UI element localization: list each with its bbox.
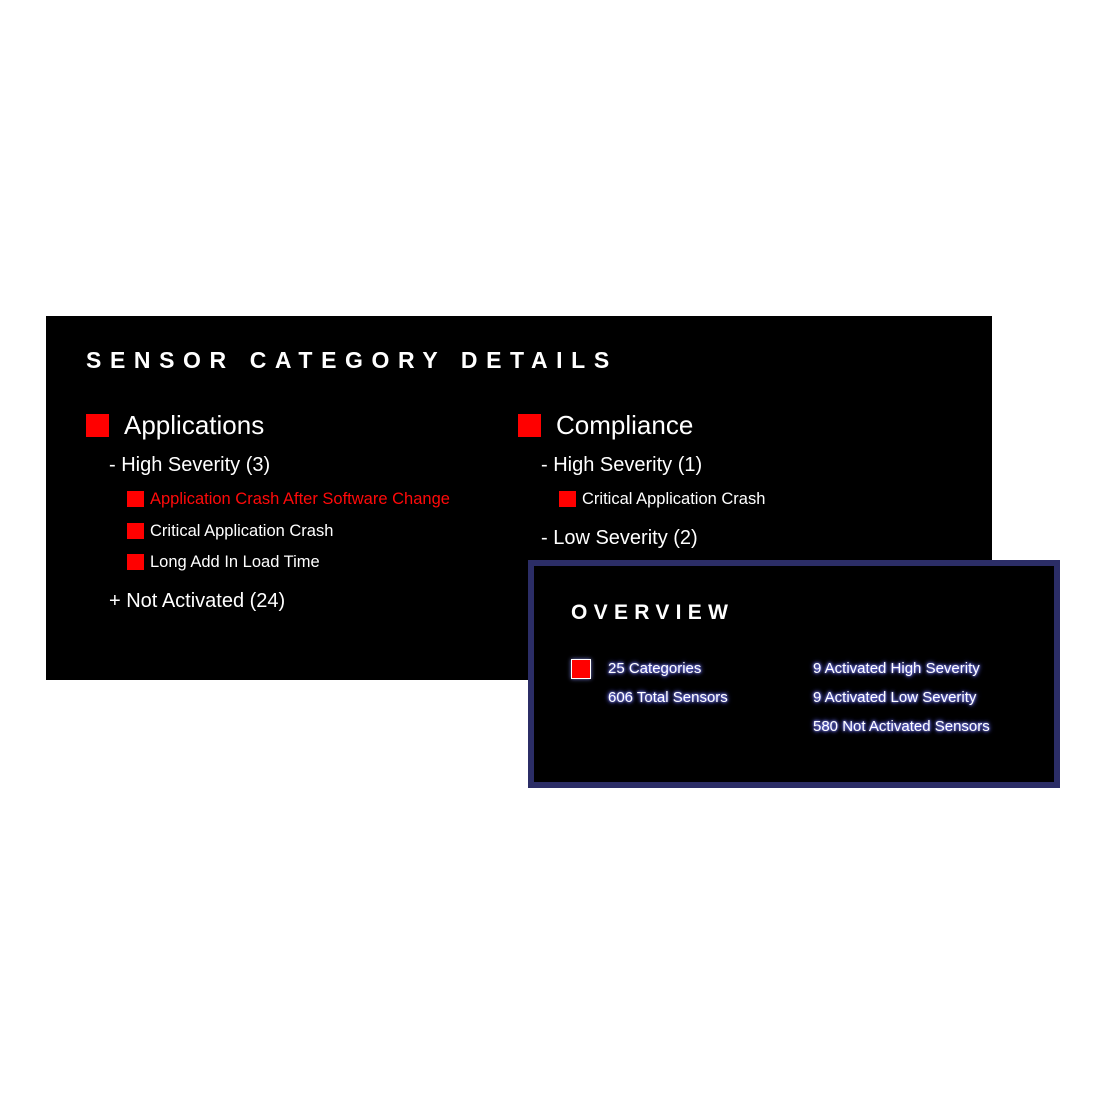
sensor-status-icon [127, 491, 144, 507]
category-color-swatch-icon [86, 414, 109, 437]
category-title[interactable]: Compliance [556, 410, 694, 440]
sensor-status-icon [127, 554, 144, 570]
stat-activated-high-severity: 9 Activated High Severity [813, 660, 980, 677]
overview-panel [528, 560, 1060, 788]
group-high-severity-toggle[interactable]: - High Severity (3) [109, 454, 271, 476]
group-low-severity-toggle[interactable]: - Low Severity (2) [541, 527, 698, 549]
sensor-status-icon [127, 523, 144, 539]
group-high-severity-toggle[interactable]: - High Severity (1) [541, 454, 703, 476]
overview-swatch-icon [572, 660, 590, 678]
stat-activated-low-severity: 9 Activated Low Severity [813, 689, 977, 706]
sensor-status-icon [559, 491, 576, 507]
sensor-item-label[interactable]: Application Crash After Software Change [150, 490, 450, 508]
stat-not-activated-sensors: 580 Not Activated Sensors [813, 718, 990, 735]
details-title: SENSOR CATEGORY DETAILS [86, 347, 618, 373]
category-title[interactable]: Applications [124, 410, 265, 440]
overview-title: OVERVIEW [571, 601, 735, 624]
group-not-activated-toggle[interactable]: + Not Activated (24) [109, 590, 286, 612]
sensor-item-label[interactable]: Critical Application Crash [582, 490, 766, 508]
stat-total-sensors: 606 Total Sensors [608, 689, 728, 706]
sensor-item-label[interactable]: Critical Application Crash [150, 522, 334, 540]
sensor-item-label[interactable]: Long Add In Load Time [150, 553, 320, 571]
stat-categories: 25 Categories [608, 660, 702, 677]
category-color-swatch-icon [518, 414, 541, 437]
